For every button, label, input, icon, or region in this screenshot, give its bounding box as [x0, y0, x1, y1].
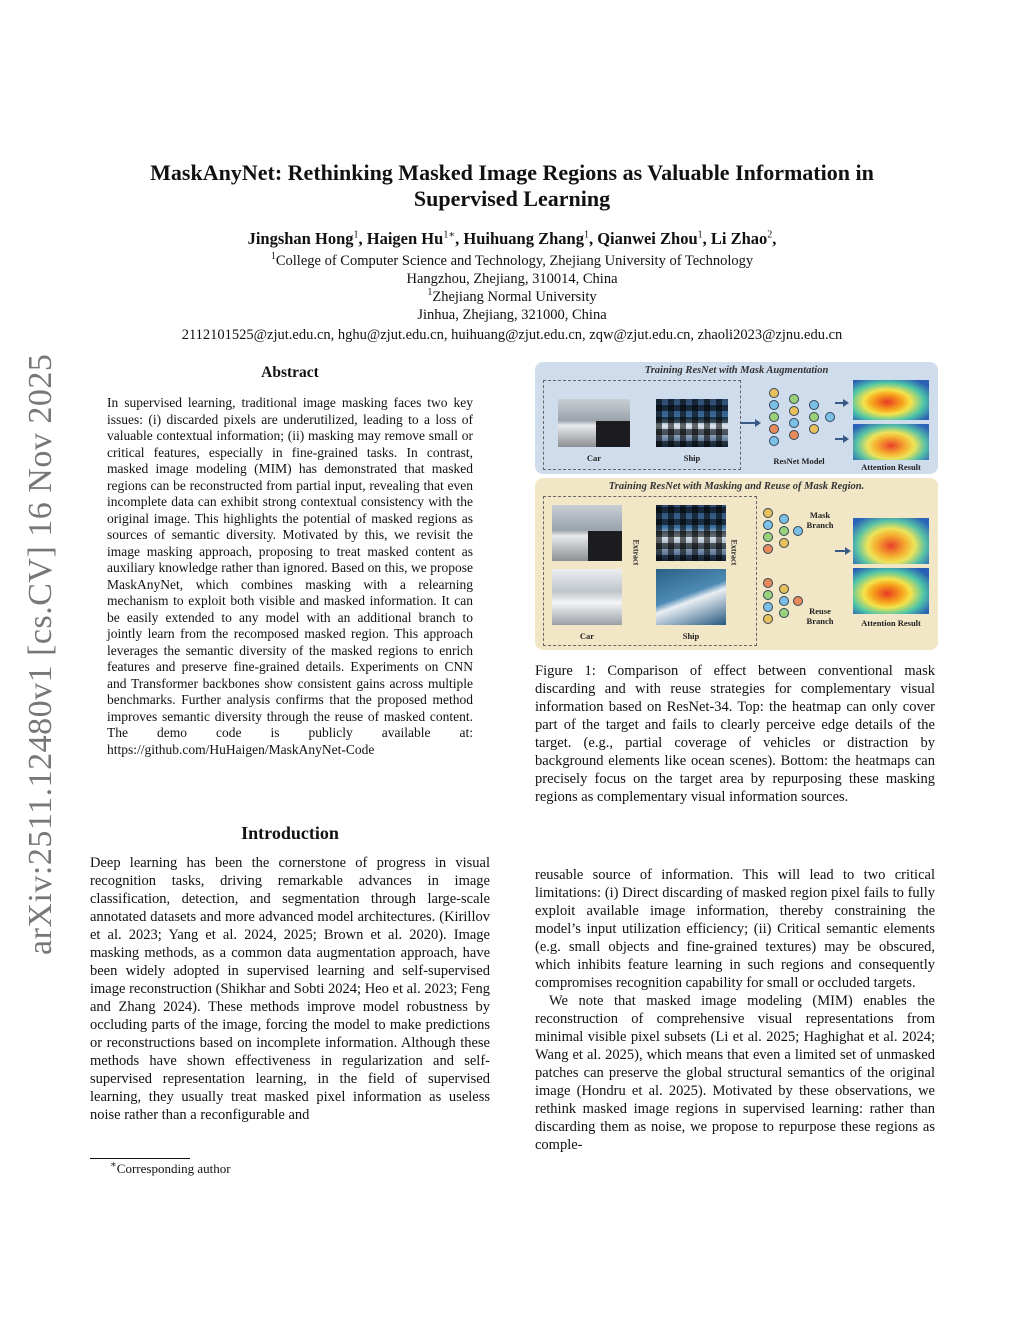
paper-title-line-1: MaskAnyNet: Rethinking Masked Image Regions as Valuable Information in	[150, 160, 874, 185]
ship-image-masked	[656, 505, 726, 561]
reuse-branch-network	[761, 576, 801, 634]
author: Huihuang Zhang$^1$	[463, 229, 589, 248]
author: Li Zhao$^2$	[710, 229, 773, 248]
label-extract-ship: Extract	[729, 539, 739, 566]
bottom-panel-title: Training ResNet with Masking and Reuse of Mask Region.	[608, 481, 865, 492]
label-attention-result-bottom: Attention Result	[861, 618, 921, 628]
label-extract-car: Extract	[631, 539, 641, 566]
label-car-bottom: Car	[579, 631, 595, 641]
introduction-text: Deep learning has been the cornerstone of progress in visual recognition tasks, driving remarkable advances in image classification, detection, and segmentation through large-scale annotated datasets and more advanced model architectures. (Kirillov et al. 2023; Yang et al. 2024, 2025; Brown et al. 2020). Image masking methods, as a common data augmentation approach, have been widely adopted in supervised learning and self-supervised image reconstruction (Shikhar and Sobti 2024; Heo et al. 2023; Feng and Zhang 2024). These methods improve model robustness by occluding parts of the image, forcing the model to make predictions or reconstructions based on incomplete information. Although these methods have shown effectiveness in regularization and self-supervised representation learning, in the field of supervised learning, they usually treat masked pixel information as useless noise rather than a reconfigurable and	[90, 855, 490, 1123]
figure-1	[535, 362, 938, 652]
abstract-heading: Abstract	[261, 364, 319, 381]
label-mask-branch-2: Branch	[806, 520, 834, 530]
figure-top-panel	[535, 362, 938, 474]
paper-title	[60, 160, 964, 212]
figure-1-caption: Figure 1: Comparison of effect between conventional mask discarding and with reuse strategies for complementary visual information based on ResNet-34. Top: the heatmap can only cover part of the target and fails to clearly perceive edge details of the target. (e.g., partial coverage of vehicles or distraction by background elements like ocean scenes). Bottom: the heatmaps can precisely focus on the target area by repurposing these masking regions as complementary visual information sources.	[535, 663, 935, 805]
label-ship: Ship	[683, 453, 701, 463]
label-mask-branch-1: Mask	[809, 510, 831, 520]
affiliation-1-address: Hangzhou, Zhejiang, 310014, China	[406, 271, 618, 287]
paragraph: reusable source of information. This will lead to two critical limitations: (i) Direct discarding of masked region pixel fails to fully exploit available image information, thereby constraining the model’s input utilization efficiency; (ii) Critical semantic elements (e.g. small objects and fine-grained textures) may be obscured, which inhibits feature learning in such regions and consequently compromises recognition capability for small or occluded targets.	[535, 867, 935, 991]
abstract-text: In supervised learning, traditional image masking faces two key issues: (i) discarded pixels are underutilized, leading to a loss of valuable contextual information; (ii) masking may remove small or critical features, especially in fine-grained tasks. In contrast, masked image modeling (MIM) has demonstrated that masked regions can be reconstructed from partial input, revealing that even incomplete data can exhibit strong contextual consistency with the original image. This highlights the potential of masked regions as sources of semantic diversity. Motivated by this, we revisit the image masking approach, proposing to treat masked content as auxiliary knowledge rather than ignored. Based on this, we propose MaskAnyNet, which combines masking with a relearning mechanism to exploit both visible and masked information. It can be easily extended to any model with an additional branch to jointly learn from the recomposed masked region. This approach leverages the semantic diversity of the masked regions to enrich features and preserve fine-grained details. Experiments on CNN and Transformer backbones show consistent gains across multiple benchmarks. Further analysis confirms that the proposed method improves semantic diversity through the reuse of masked content. The demo code is publicly available at: https://github.com/HuHaigen/MaskAnyNet-Code	[107, 395, 473, 757]
arrow-to-model	[741, 422, 759, 424]
author-emails: 2112101525@zjut.edu.cn, hghu@zjut.edu.cn, huihuang@zjut.edu.cn, zqw@zjut.edu.cn, zhaoli2023@zjnu.edu.cn	[181, 327, 843, 343]
label-ship-bottom: Ship	[682, 631, 700, 641]
affiliation-1: $^1$College of Computer Science and Technology, Zhejiang University of Technology	[270, 251, 754, 269]
arxiv-identifier: arXiv:2511.12480v1 [cs.CV] 16 Nov 2025	[22, 353, 59, 955]
car-image-reuse	[552, 569, 622, 625]
resnet-network-diagram	[763, 384, 835, 456]
label-resnet-model: ResNet Model	[773, 456, 825, 466]
attention-map-car	[853, 380, 929, 420]
arrow-to-result-2	[835, 438, 847, 440]
footnote: ∗Corresponding author	[110, 1159, 231, 1176]
author-list: Jingshan Hong$^1$, Haigen $Hu^{1∗}$, Huihuang Zhang$^1$, Qianwei Zhou$^1$, Li Zhao$^2$,	[247, 229, 777, 248]
attention-map-car-reuse	[853, 518, 929, 564]
mask-branch-network	[761, 506, 801, 564]
figure-bottom-panel	[535, 478, 938, 650]
arrow-to-result-3	[835, 550, 849, 552]
input-images-box	[543, 380, 741, 470]
affiliation-2: $^1$Zhejiang Normal University	[427, 287, 597, 305]
paper-title-line-2: Supervised Learning	[413, 186, 611, 211]
label-reuse-branch-1: Reuse	[809, 606, 831, 616]
attention-map-ship-reuse	[853, 568, 929, 614]
affiliation-2-address: Jinhua, Zhejiang, 321000, China	[417, 307, 607, 323]
arrow-to-result-1	[835, 402, 847, 404]
top-panel-title: Training ResNet with Mask Augmentation	[644, 365, 829, 376]
label-reuse-branch-2: Branch	[806, 616, 834, 626]
author: Haigen $Hu^{1∗}$	[366, 229, 456, 248]
car-image	[558, 399, 630, 447]
car-image-masked	[552, 505, 622, 561]
mask-patch	[596, 421, 630, 447]
input-images-box-reuse	[543, 496, 757, 646]
masked-ship-image	[656, 399, 728, 447]
affiliations	[60, 252, 964, 324]
ship-image-reuse	[656, 569, 726, 625]
attention-map-ship	[853, 424, 929, 460]
mask-patch	[588, 531, 622, 561]
label-attention-result-top: Attention Result	[861, 462, 921, 472]
paragraph: We note that masked image modeling (MIM) enables the reconstruction of comprehensive visual representations from minimal visible pixel subsets (Li et al. 2025; Haghighat et al. 2024; Wang et al. 2025), which means that even a limited set of unmasked patches can preserve the global structural semantics of the original image (Hondru et al. 2025). Motivated by these observations, we rethink masked image regions in supervised learning: rather than discarding them as noise, we propose to repurpose these regions as comple-	[535, 993, 935, 1153]
author: Qianwei Zhou$^1$	[597, 229, 703, 248]
introduction-heading: Introduction	[241, 823, 339, 843]
label-car: Car	[586, 453, 602, 463]
right-column-text	[535, 866, 935, 1154]
author: Jingshan Hong$^1$	[247, 229, 359, 248]
footnote-rule	[90, 1158, 190, 1159]
